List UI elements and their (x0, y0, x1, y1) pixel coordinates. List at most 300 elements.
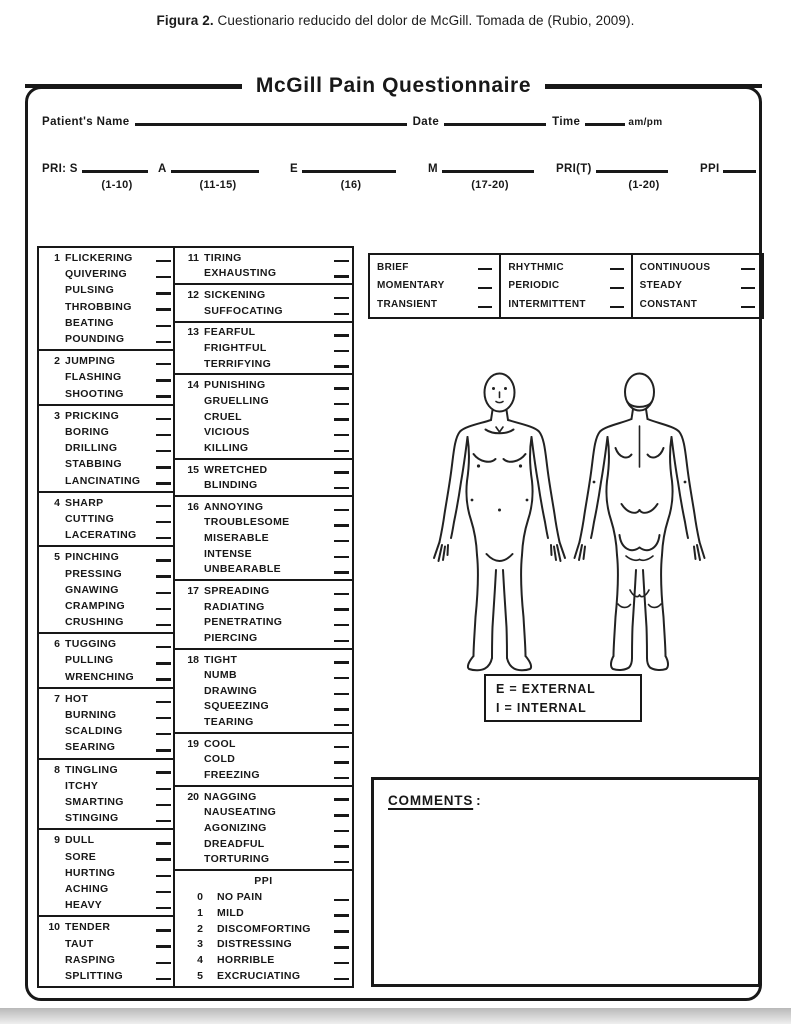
descriptor-word: SICKENING (204, 289, 266, 302)
ppi-value: 5 (197, 970, 203, 983)
descriptor-row (39, 472, 174, 488)
descriptor-row (39, 511, 174, 527)
pri-field-range: (1-20) (628, 179, 660, 191)
answer-line (334, 365, 349, 367)
descriptor-word: NUMB (204, 669, 237, 682)
answer-line (156, 276, 171, 278)
descriptor-word: SPLITTING (65, 969, 123, 982)
answer-line (334, 962, 349, 964)
descriptor-row (39, 952, 174, 968)
descriptor-row (175, 614, 352, 630)
date-line (444, 123, 546, 126)
descriptor-row (39, 691, 174, 707)
answer-line (334, 724, 349, 726)
descriptor-number: 5 (54, 551, 60, 564)
ppi-word: NO PAIN (217, 890, 263, 903)
answer-line (156, 325, 171, 327)
patient-info-row (42, 106, 741, 128)
temporal-word: CONTINUOUS (639, 261, 711, 273)
pri-field-range: (11-15) (199, 179, 237, 191)
answer-line (334, 946, 349, 948)
descriptor-word: TINGLING (65, 763, 118, 776)
descriptor-row (175, 377, 352, 393)
descriptor-word: KILLING (204, 441, 249, 454)
form-title-row (25, 72, 762, 100)
temporal-column (631, 255, 762, 317)
descriptor-row (39, 636, 174, 652)
answer-line (741, 306, 755, 308)
answer-line (334, 509, 349, 511)
descriptor-row (39, 739, 174, 755)
pri-field-label: PRI(T) (556, 163, 592, 175)
ampm-label: am/pm (628, 117, 663, 128)
pri-field-range: (17-20) (471, 179, 509, 191)
answer-line (334, 487, 349, 489)
descriptor-row (175, 303, 352, 319)
descriptor-number: 4 (54, 496, 60, 509)
descriptor-word: STABBING (65, 458, 122, 471)
figure-caption-text: Cuestionario reducido del dolor de McGill. Tomada de (Rubio, 2009). (213, 13, 635, 28)
descriptor-group (39, 689, 174, 760)
descriptor-word: EXHAUSTING (204, 267, 277, 280)
descriptor-column-left (37, 246, 176, 988)
answer-line (334, 978, 349, 980)
answer-line (334, 899, 349, 901)
descriptor-word: UNBEARABLE (204, 563, 281, 576)
descriptor-group (39, 493, 174, 548)
descriptor-word: WRENCHING (65, 670, 135, 683)
answer-line (334, 450, 349, 452)
answer-line (741, 268, 755, 270)
descriptor-word: FREEZING (204, 769, 260, 782)
descriptor-word: BLINDING (204, 479, 258, 492)
pri-field (42, 163, 148, 191)
descriptor-group (175, 323, 352, 376)
descriptor-row (175, 356, 352, 372)
ppi-word: MILD (217, 906, 245, 919)
descriptor-word: LANCINATING (65, 474, 141, 487)
descriptor-word: DRAWING (204, 684, 258, 697)
descriptor-group (175, 375, 352, 459)
descriptor-row (39, 299, 174, 315)
descriptor-group (39, 248, 174, 351)
descriptor-number: 12 (187, 289, 199, 302)
answer-line (334, 540, 349, 542)
descriptor-word: COOL (204, 737, 236, 750)
descriptor-row (175, 477, 352, 493)
descriptor-word: TERRIFYING (204, 357, 272, 370)
ppi-title: PPI (254, 874, 273, 887)
descriptor-row (39, 919, 174, 935)
descriptor-word: GNAWING (65, 583, 119, 596)
descriptor-word: WRETCHED (204, 463, 268, 476)
descriptor-word: PULSING (65, 284, 115, 297)
descriptor-row (39, 282, 174, 298)
descriptor-group (39, 634, 174, 689)
descriptor-group (175, 650, 352, 734)
ppi-word: DISCOMFORTING (217, 922, 311, 935)
answer-line (156, 450, 171, 452)
descriptor-word: PIERCING (204, 631, 258, 644)
descriptor-word: FRIGHTFUL (204, 342, 267, 355)
descriptor-row (39, 614, 174, 630)
ppi-row (175, 968, 352, 984)
descriptor-word: PINCHING (65, 551, 120, 564)
ppi-section (175, 871, 352, 986)
descriptor-number: 7 (54, 692, 60, 705)
answer-line (610, 287, 624, 289)
descriptor-row (175, 440, 352, 456)
title-rule-right (545, 84, 762, 87)
descriptor-word: SQUEEZING (204, 700, 269, 713)
descriptor-row (39, 266, 174, 282)
answer-line (334, 524, 349, 526)
descriptor-number: 2 (54, 355, 60, 368)
temporal-word: STEADY (639, 280, 683, 292)
descriptor-number: 15 (187, 463, 199, 476)
descriptor-word: HURTING (65, 866, 116, 879)
descriptor-word: GRUELLING (204, 394, 269, 407)
descriptor-group (175, 248, 352, 285)
descriptor-row (39, 832, 174, 848)
answer-line (334, 313, 349, 315)
descriptor-row (175, 546, 352, 562)
temporal-row (640, 262, 755, 273)
answer-line (156, 804, 171, 806)
answer-line (156, 646, 171, 648)
answer-line (334, 556, 349, 558)
descriptor-row (175, 699, 352, 715)
answer-line (334, 914, 349, 916)
answer-line (156, 733, 171, 735)
temporal-row (508, 262, 623, 273)
answer-line (334, 746, 349, 748)
legend-internal: I = INTERNAL (496, 700, 587, 715)
temporal-word: RHYTHMIC (508, 261, 564, 273)
descriptor-word: SCALDING (65, 725, 123, 738)
pri-field (158, 163, 259, 191)
descriptor-row (39, 598, 174, 614)
descriptor-word: CRAMPING (65, 599, 125, 612)
descriptor-row (175, 599, 352, 615)
date-label: Date (412, 116, 440, 128)
descriptor-row (175, 250, 352, 266)
descriptor-row (175, 836, 352, 852)
descriptor-row (39, 723, 174, 739)
pri-row (28, 163, 759, 203)
descriptor-column-middle (173, 246, 354, 988)
temporal-row (377, 299, 492, 310)
answer-line (334, 845, 349, 847)
descriptor-word: VICIOUS (204, 426, 250, 439)
answer-line (334, 677, 349, 679)
descriptor-word: TIRING (204, 251, 242, 264)
descriptor-word: QUIVERING (65, 268, 128, 281)
descriptor-row (175, 789, 352, 805)
descriptor-row (175, 424, 352, 440)
descriptor-number: 11 (187, 251, 199, 264)
descriptor-number: 1 (54, 252, 60, 265)
descriptor-group (175, 734, 352, 787)
ppi-word: EXCRUCIATING (217, 970, 301, 983)
descriptor-number: 13 (187, 326, 199, 339)
figure-caption-number: Figura 2. (156, 13, 214, 28)
descriptor-row (39, 369, 174, 385)
pri-answer-line (442, 170, 534, 173)
descriptor-word: HOT (65, 692, 89, 705)
descriptor-row (175, 515, 352, 531)
answer-line (156, 418, 171, 420)
descriptor-word: SEARING (65, 741, 116, 754)
figure-caption (0, 13, 791, 28)
title-rule-left (25, 84, 242, 87)
descriptor-number: 9 (54, 834, 60, 847)
descriptor-word: PRICKING (65, 409, 120, 422)
descriptor-word: SHOOTING (65, 387, 124, 400)
descriptor-word: PUNISHING (204, 379, 266, 392)
descriptor-row (39, 968, 174, 984)
answer-line (334, 275, 349, 277)
answer-line (334, 830, 349, 832)
descriptor-group (39, 351, 174, 406)
answer-line (156, 292, 171, 294)
descriptor-row (39, 408, 174, 424)
ppi-row (175, 936, 352, 952)
human-body-front-icon (432, 369, 567, 665)
answer-line (334, 930, 349, 932)
answer-line (156, 395, 171, 397)
answer-line (334, 297, 349, 299)
ppi-word: DISTRESSING (217, 938, 293, 951)
answer-line (334, 471, 349, 473)
temporal-row (640, 299, 755, 310)
descriptor-row (175, 562, 352, 578)
patient-name-line (135, 123, 407, 126)
descriptor-word: RASPING (65, 953, 116, 966)
descriptor-row (39, 549, 174, 565)
descriptor-number: 16 (187, 500, 199, 513)
answer-line (334, 418, 349, 420)
descriptor-row (39, 849, 174, 865)
ppi-value: 4 (197, 954, 203, 967)
answer-line (334, 334, 349, 336)
temporal-row (377, 280, 492, 291)
pri-answer-line (723, 170, 756, 173)
descriptor-row (175, 752, 352, 768)
answer-line (334, 661, 349, 663)
descriptor-word: LACERATING (65, 529, 137, 542)
descriptor-word: COLD (204, 753, 236, 766)
descriptor-row (39, 424, 174, 440)
descriptor-number: 6 (54, 638, 60, 651)
descriptor-row (39, 353, 174, 369)
answer-line (156, 482, 171, 484)
answer-line (156, 537, 171, 539)
pri-field (428, 163, 534, 191)
pri-answer-line (302, 170, 396, 173)
questionnaire-form (25, 86, 762, 1001)
descriptor-group (175, 285, 352, 322)
ppi-row (175, 905, 352, 921)
answer-line (156, 575, 171, 577)
answer-line (334, 403, 349, 405)
answer-line (156, 592, 171, 594)
descriptor-word: ITCHY (65, 779, 99, 792)
descriptor-word: AGONIZING (204, 821, 267, 834)
descriptor-word: ACHING (65, 882, 109, 895)
descriptor-word: PRESSING (65, 567, 123, 580)
scan-page-edge (0, 1008, 791, 1024)
descriptor-row (39, 707, 174, 723)
descriptor-row (39, 762, 174, 778)
descriptor-group (39, 917, 174, 986)
ppi-value: 0 (197, 890, 203, 903)
answer-line (334, 761, 349, 763)
temporal-word: CONSTANT (639, 299, 698, 311)
ppi-word: HORRIBLE (217, 954, 275, 967)
descriptor-row (175, 851, 352, 867)
descriptor-row (39, 331, 174, 347)
pri-field-label: M (428, 163, 438, 175)
answer-line (156, 891, 171, 893)
descriptor-row (39, 456, 174, 472)
time-line (585, 123, 625, 126)
answer-line (156, 929, 171, 931)
answer-line (334, 434, 349, 436)
descriptor-number: 3 (54, 409, 60, 422)
pri-field-label: E (290, 163, 298, 175)
descriptor-word: TAUT (65, 937, 94, 950)
pri-field (556, 163, 668, 191)
answer-line (334, 640, 349, 642)
answer-line (334, 693, 349, 695)
descriptor-group (39, 830, 174, 917)
descriptor-row (175, 683, 352, 699)
descriptor-word: CRUSHING (65, 616, 124, 629)
descriptor-row (175, 462, 352, 478)
answer-line (156, 717, 171, 719)
answer-line (156, 945, 171, 947)
answer-line (156, 875, 171, 877)
temporal-word: BRIEF (377, 261, 409, 273)
temporal-column (370, 255, 499, 317)
descriptor-row (175, 820, 352, 836)
descriptor-word: NAGGING (204, 790, 257, 803)
descriptor-row (175, 287, 352, 303)
descriptor-row (39, 810, 174, 826)
descriptor-word: SUFFOCATING (204, 304, 283, 317)
descriptor-word: DULL (65, 834, 95, 847)
answer-line (334, 350, 349, 352)
descriptor-number: 17 (187, 584, 199, 597)
descriptor-word: CRUEL (204, 410, 242, 423)
ppi-value: 1 (197, 906, 203, 919)
time-label: Time (552, 116, 581, 128)
descriptor-word: RADIATING (204, 600, 265, 613)
descriptor-word: TUGGING (65, 638, 117, 651)
descriptor-word: PULLING (65, 654, 114, 667)
ppi-value: 2 (197, 922, 203, 935)
pri-field (700, 163, 756, 175)
pri-field-label: PPI (700, 163, 720, 175)
descriptor-word: SHARP (65, 496, 104, 509)
descriptor-group (175, 787, 352, 871)
descriptor-group (175, 581, 352, 650)
legend-external: E = EXTERNAL (496, 681, 596, 696)
answer-line (156, 678, 171, 680)
temporal-word: INTERMITTENT (508, 299, 586, 311)
ppi-row (175, 889, 352, 905)
form-title: McGill Pain Questionnaire (242, 74, 545, 98)
descriptor-word: TROUBLESOME (204, 516, 290, 529)
descriptor-row (39, 495, 174, 511)
descriptor-row (175, 583, 352, 599)
descriptor-word: TENDER (65, 921, 111, 934)
descriptor-row (39, 565, 174, 581)
temporal-word: TRANSIENT (377, 299, 438, 311)
descriptor-word: MISERABLE (204, 532, 269, 545)
answer-line (156, 521, 171, 523)
descriptor-word: PENETRATING (204, 616, 283, 629)
descriptor-row (175, 736, 352, 752)
answer-line (334, 571, 349, 573)
answer-line (156, 907, 171, 909)
answer-line (156, 788, 171, 790)
answer-line (334, 814, 349, 816)
answer-line (741, 287, 755, 289)
answer-line (156, 608, 171, 610)
descriptor-word: TIGHT (204, 653, 238, 666)
descriptor-word: TORTURING (204, 853, 270, 866)
descriptor-row (39, 652, 174, 668)
descriptor-word: BURNING (65, 709, 117, 722)
descriptor-number: 18 (187, 653, 199, 666)
answer-line (156, 820, 171, 822)
answer-line (334, 798, 349, 800)
descriptor-row (39, 778, 174, 794)
temporal-row (640, 280, 755, 291)
human-body-back-icon (572, 369, 707, 665)
answer-line (334, 608, 349, 610)
answer-line (334, 861, 349, 863)
answer-line (156, 962, 171, 964)
descriptor-word: SPREADING (204, 584, 270, 597)
answer-line (156, 434, 171, 436)
descriptor-row (175, 652, 352, 668)
pri-field-range: (1-10) (101, 179, 133, 191)
temporal-word: MOMENTARY (377, 280, 445, 292)
pri-field-label: PRI: S (42, 163, 78, 175)
descriptor-word: DREADFUL (204, 837, 265, 850)
descriptor-row (39, 250, 174, 266)
descriptor-group (175, 460, 352, 497)
answer-line (156, 466, 171, 468)
descriptor-number: 8 (54, 763, 60, 776)
answer-line (156, 559, 171, 561)
answer-line (156, 260, 171, 262)
pri-answer-line (171, 170, 259, 173)
descriptor-word: STINGING (65, 812, 119, 825)
descriptor-row (39, 582, 174, 598)
descriptor-word: ANNOYING (204, 500, 264, 513)
answer-line (334, 593, 349, 595)
descriptor-row (175, 767, 352, 783)
answer-line (610, 268, 624, 270)
descriptor-row (39, 315, 174, 331)
descriptor-number: 19 (187, 737, 199, 750)
answer-line (156, 701, 171, 703)
descriptor-row (175, 667, 352, 683)
